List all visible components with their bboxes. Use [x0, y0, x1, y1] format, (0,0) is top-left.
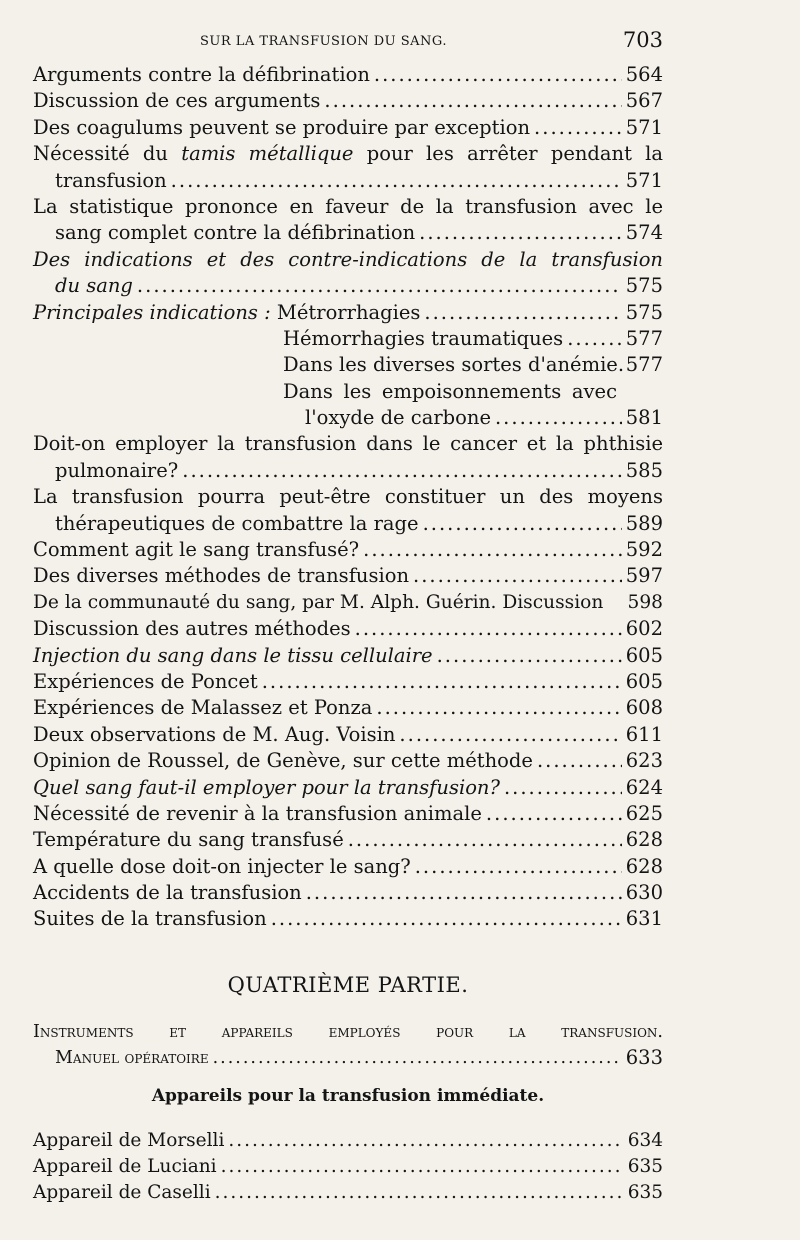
entry-page: 567	[625, 89, 663, 113]
leader-dots	[228, 1128, 623, 1154]
entry-text: Métrorrhagies	[276, 300, 421, 324]
leader-dots	[171, 168, 622, 194]
toc-entry	[33, 1180, 663, 1206]
toc-entry	[33, 220, 663, 246]
toc-entry	[33, 62, 663, 88]
entry-title: De la communauté du sang, par M. Alph. Guérin. Discussion	[33, 591, 604, 613]
entry-page: 625	[625, 801, 663, 825]
entry-title: Expériences de Poncet	[33, 669, 258, 693]
toc-entry	[33, 300, 663, 326]
entry-title: Accidents de la transfusion	[33, 881, 302, 905]
toc-entry	[33, 273, 663, 299]
entry-title: Discussion de ces arguments	[33, 89, 321, 113]
entry-page: 577	[625, 353, 663, 377]
entry-title: Comment agit le sang transfusé?	[33, 538, 360, 562]
leader-dots	[215, 1180, 624, 1206]
leader-dots	[423, 511, 622, 537]
entry-title: Quel sang faut-il employer pour la transfusion?	[33, 775, 500, 799]
entry-title: A quelle dose doit-on injecter le sang?	[33, 854, 411, 878]
toc-entry-line: La statistique prononce en faveur de la transfusion avec le	[33, 194, 663, 218]
toc-entry-line: La transfusion pourra peut-être constituer un des moyens	[33, 485, 663, 509]
entry-title	[33, 300, 420, 326]
entry-page: 575	[625, 300, 663, 324]
entry-page: 631	[625, 907, 663, 931]
leader-dots	[355, 616, 622, 642]
leader-dots	[182, 458, 622, 484]
leader-dots	[495, 405, 622, 431]
entry-text: pour les arrêter pendant la	[366, 142, 664, 166]
leader-dots	[424, 300, 621, 326]
toc-entry	[33, 405, 663, 431]
toc-entry	[33, 748, 663, 774]
entry-page: 564	[625, 62, 663, 86]
toc-entry	[33, 827, 663, 853]
entry-title: Dans les diverses sortes d'anémie.	[283, 353, 625, 377]
entry-page: 611	[625, 722, 663, 746]
toc-entry	[33, 880, 663, 906]
leader-dots	[213, 1045, 622, 1071]
entry-title: Opinion de Roussel, de Genève, sur cette méthode	[33, 749, 533, 773]
entry-title: thérapeutiques de combattre la rage	[55, 511, 419, 535]
toc-entry	[33, 643, 663, 669]
entry-title: Nécessité de revenir à la transfusion animale	[33, 801, 482, 825]
entry-title: Des coagulums peuvent se produire par exception	[33, 115, 531, 139]
leader-dots	[348, 827, 622, 853]
leader-dots	[324, 88, 621, 114]
entry-page: 633	[625, 1046, 663, 1070]
entry-title: sang complet contre la défibrination	[55, 221, 416, 245]
toc-entry-line	[33, 141, 663, 167]
entry-title: Appareil de Luciani	[33, 1156, 217, 1178]
leader-dots	[363, 537, 622, 563]
toc-entry	[33, 511, 663, 537]
toc-entry	[33, 722, 663, 748]
entry-page: 574	[625, 221, 663, 245]
entry-page: 598	[627, 591, 663, 613]
entry-page: 608	[625, 696, 663, 720]
entry-title: du sang	[55, 274, 133, 298]
leader-dots	[262, 669, 622, 695]
entry-page: 585	[625, 458, 663, 482]
subsection-heading: Appareils pour la transfusion immédiate.	[151, 1085, 545, 1106]
toc-entry	[33, 88, 663, 114]
entry-page: 589	[625, 511, 663, 535]
toc-entry-line: Dans les empoisonnements avec	[283, 379, 617, 403]
spacer	[33, 1116, 663, 1128]
toc-entry	[33, 775, 663, 801]
page-header	[33, 22, 663, 62]
entry-title: Arguments contre la défibrination	[33, 62, 370, 86]
entry-page: 635	[627, 1156, 663, 1178]
entry-page: 605	[625, 669, 663, 693]
toc-entry	[33, 115, 663, 141]
entry-text-italic: tamis métallique	[181, 142, 354, 166]
leader-dots	[537, 748, 622, 774]
entry-title: Deux observations de M. Aug. Voisin	[33, 722, 396, 746]
entry-title: Expériences de Malassez et Ponza	[33, 696, 373, 720]
entry-page: 571	[625, 168, 663, 192]
toc-entry	[33, 1128, 663, 1154]
entry-title: Suites de la transfusion	[33, 907, 267, 931]
entry-page: 577	[625, 326, 663, 350]
entry-page: 597	[625, 564, 663, 588]
entry-page: 628	[625, 828, 663, 852]
leader-dots	[534, 115, 622, 141]
entry-page: 575	[625, 274, 663, 298]
leader-dots	[306, 880, 622, 906]
entry-page: 592	[625, 538, 663, 562]
entry-title: Appareil de Caselli	[33, 1182, 211, 1204]
toc-entry	[33, 1154, 663, 1180]
leader-dots	[374, 62, 622, 88]
leader-dots	[413, 563, 622, 589]
section-title: QUATRIÈME PARTIE.	[227, 972, 469, 997]
running-head: SUR LA TRANSFUSION DU SANG.	[200, 34, 447, 49]
toc-entry	[33, 695, 663, 721]
entry-page: 628	[625, 854, 663, 878]
leader-dots	[567, 326, 622, 352]
page-number: 703	[622, 28, 663, 52]
entry-page: 630	[625, 881, 663, 905]
entry-title: Manuel opératoire	[55, 1048, 209, 1069]
entry-title: Hémorrhagies traumatiques	[283, 326, 564, 350]
leader-dots	[137, 273, 622, 299]
toc-entry	[33, 616, 663, 642]
toc-entry	[33, 458, 663, 484]
toc-entry	[33, 563, 663, 589]
entry-page: 624	[625, 775, 663, 799]
leader-dots	[437, 643, 622, 669]
toc-entry	[33, 590, 663, 616]
leader-dots	[376, 695, 621, 721]
entry-title: Injection du sang dans le tissu cellulaire	[33, 643, 433, 667]
entry-title: pulmonaire?	[55, 458, 179, 482]
leader-dots	[399, 722, 621, 748]
toc-entry	[33, 854, 663, 880]
entry-title: Température du sang transfusé	[33, 828, 344, 852]
entry-title: l'oxyde de carbone	[305, 406, 491, 430]
entry-text: Nécessité du	[33, 142, 168, 166]
toc-entry-line: Doit-on employer la transfusion dans le cancer et la phthisie	[33, 432, 663, 456]
entry-title: Discussion des autres méthodes	[33, 617, 351, 641]
entry-page: 634	[627, 1129, 663, 1151]
entry-title: Appareil de Morselli	[33, 1129, 225, 1151]
table-of-contents	[33, 62, 663, 933]
toc-entry	[33, 352, 663, 378]
toc-entry	[33, 907, 663, 933]
entry-page: 602	[625, 617, 663, 641]
entry-page: 581	[625, 406, 663, 430]
entry-page: 635	[627, 1182, 663, 1204]
toc-entry	[33, 669, 663, 695]
toc-entry-line: Des indications et des contre-indications de la transfusion	[33, 247, 663, 271]
leader-dots	[419, 220, 622, 246]
section-heading-line: Instruments et appareils employés pour la transfusion.	[33, 1021, 663, 1042]
leader-dots	[504, 775, 622, 801]
toc-entry	[33, 1045, 663, 1071]
entry-page: 571	[625, 115, 663, 139]
toc-entry	[33, 801, 663, 827]
toc-entry	[33, 168, 663, 194]
toc-entry	[33, 537, 663, 563]
entry-page: 605	[625, 643, 663, 667]
leader-dots	[415, 854, 622, 880]
page	[33, 22, 663, 1207]
entry-page: 623	[625, 749, 663, 773]
toc-entry	[33, 326, 663, 352]
leader-dots	[486, 801, 622, 827]
entry-title: transfusion	[55, 168, 167, 192]
leader-dots	[271, 906, 622, 932]
leader-dots	[221, 1154, 624, 1180]
entry-title: Des diverses méthodes de transfusion	[33, 564, 410, 588]
entry-label-italic: Principales indications :	[33, 300, 271, 324]
